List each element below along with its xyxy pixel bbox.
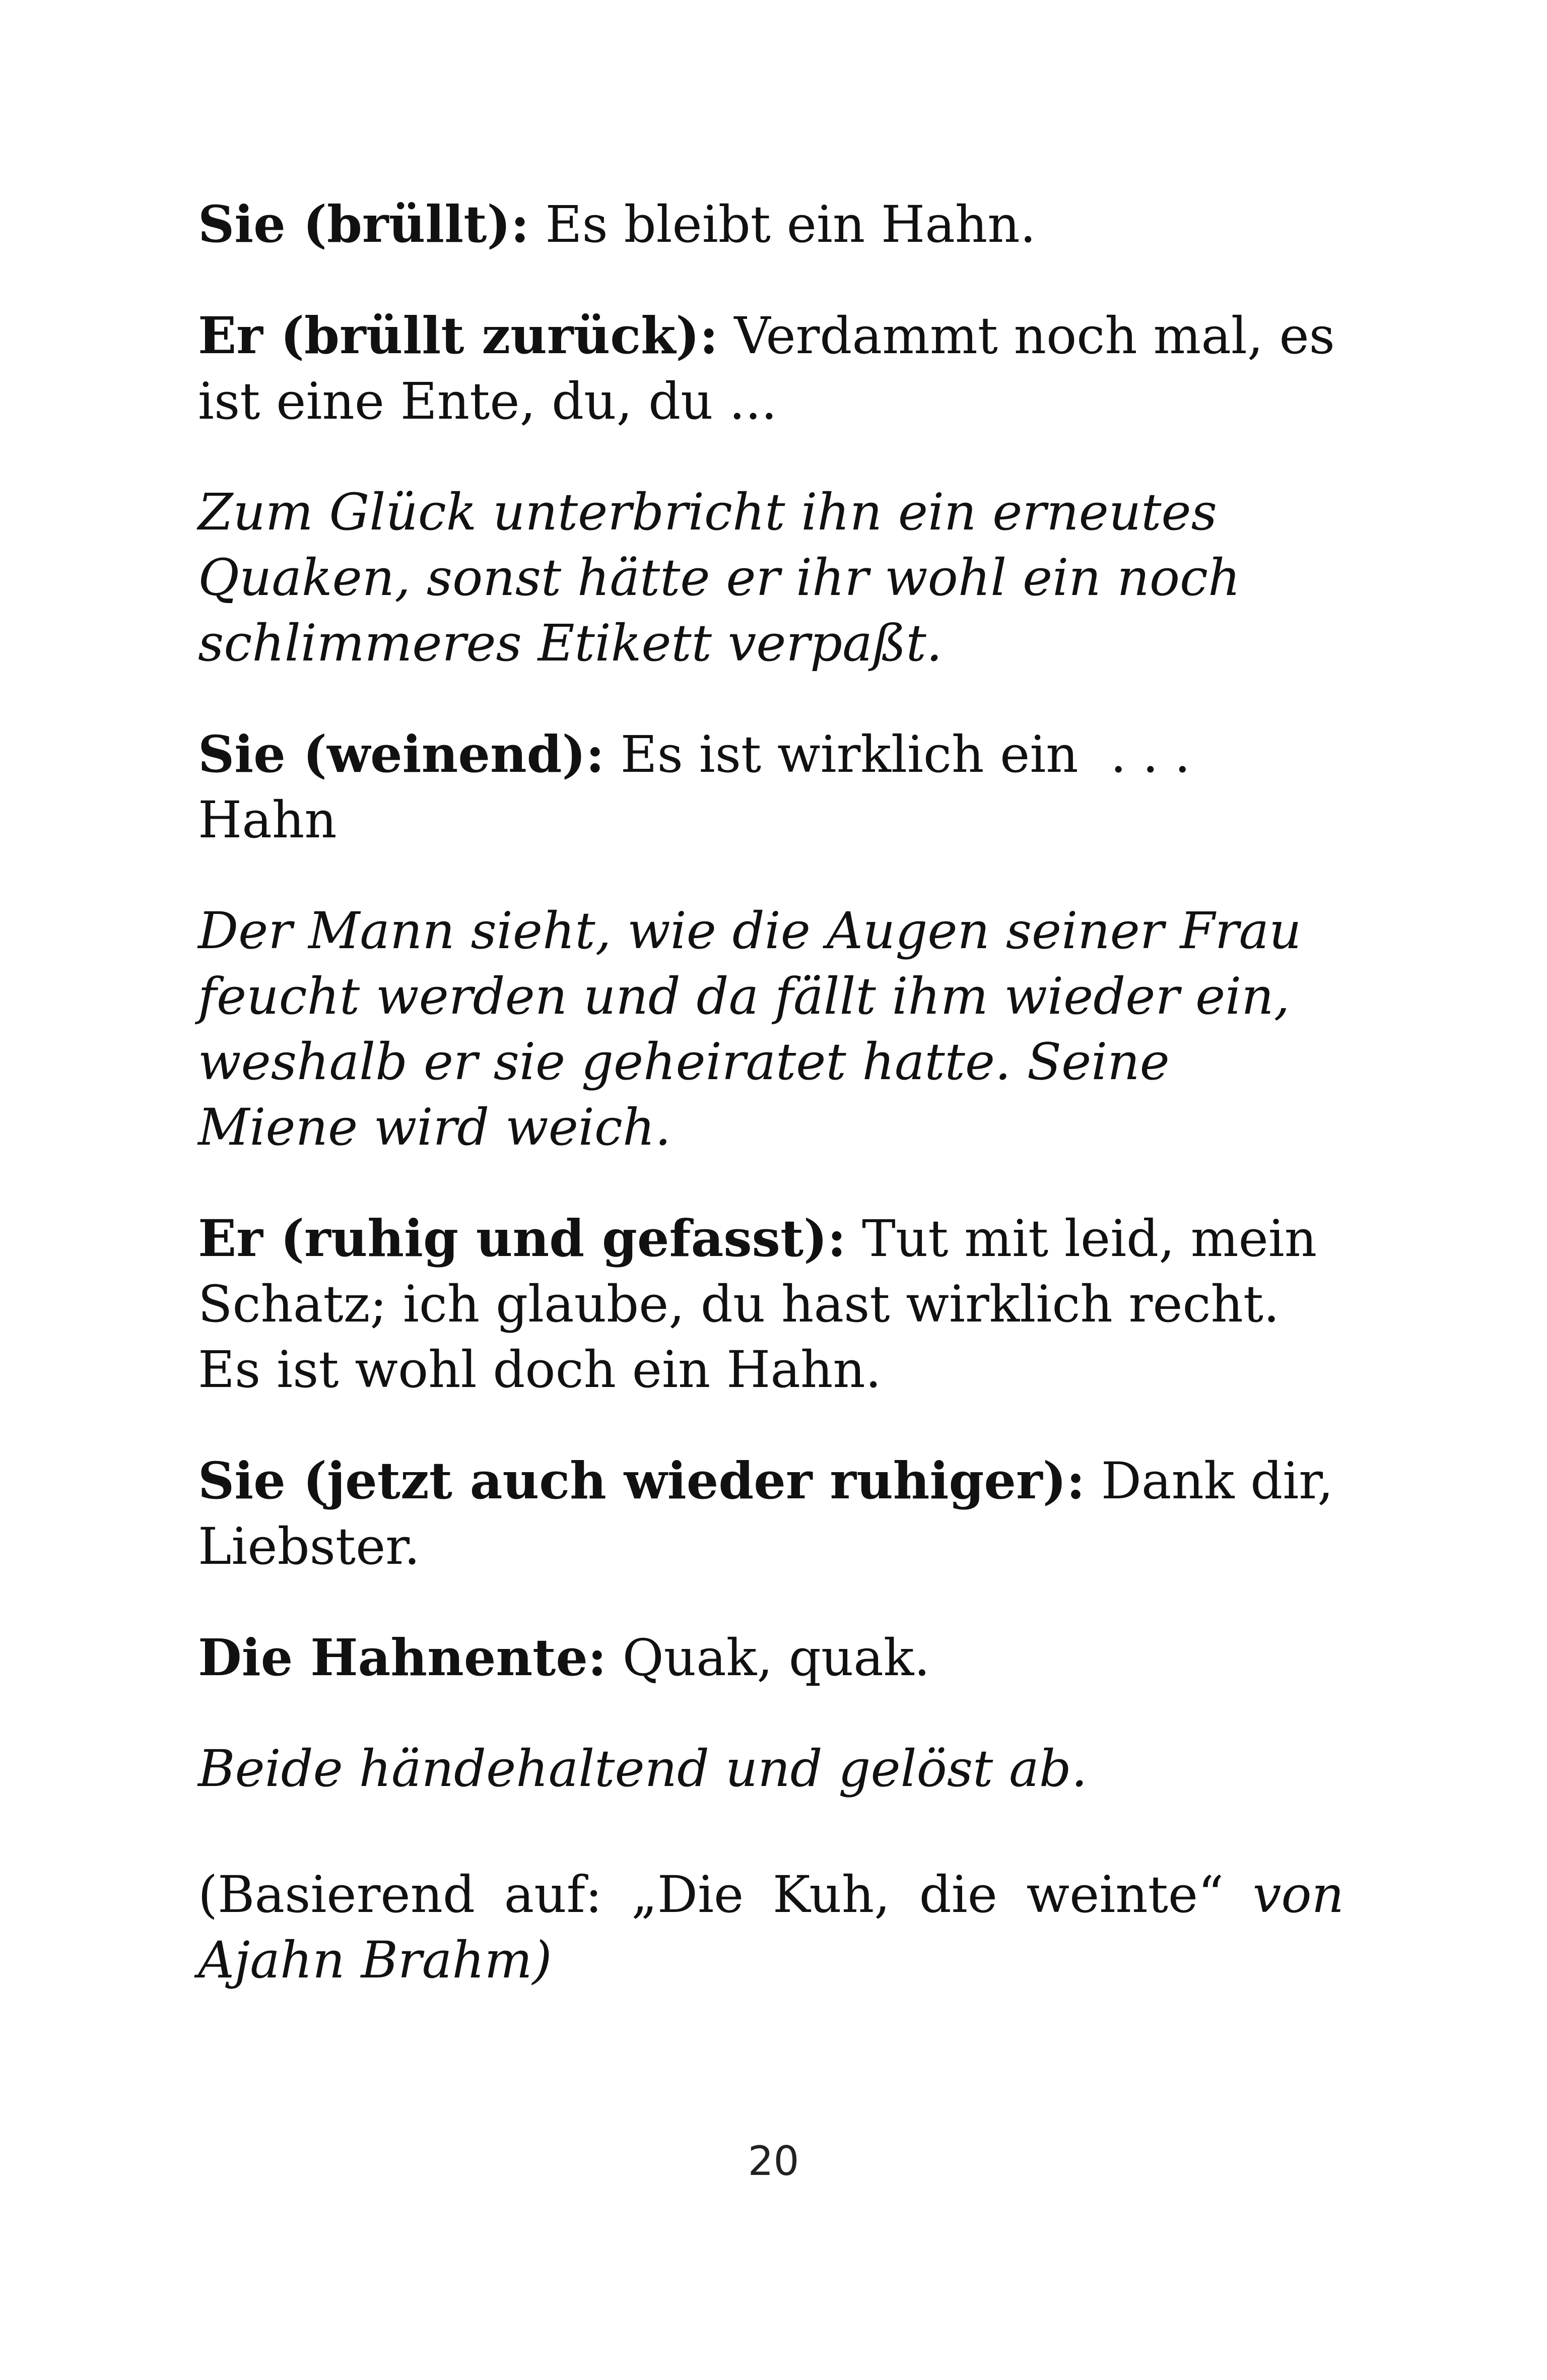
page-text-block	[198, 191, 1344, 2038]
dialogue-line	[198, 191, 1344, 257]
speaker-label: Sie (jetzt auch wieder ruhiger):	[198, 1451, 1085, 1510]
dialogue-line	[198, 721, 1344, 853]
page-number: 20	[748, 2138, 799, 2185]
dialogue-line	[198, 303, 1344, 434]
speaker-label: Sie (brüllt):	[198, 194, 529, 254]
dialogue-text: Es ist wirklich ein . . . Hahn	[198, 725, 1223, 849]
dialogue-text: Quak, quak.	[606, 1628, 930, 1687]
stage-direction: Der Mann sieht, wie die Augen seiner Frau feucht werden und da fällt ihm wieder ein, weshalb er sie geheiratet hatte. Seine Miene wird weich.	[198, 901, 1302, 1157]
dialogue-line	[198, 1625, 1344, 1691]
stage-direction: Zum Glück unterbricht ihn ein erneutes Quaken, sonst hätte er ihr wohl ein noch schlimmeres Etikett verpaßt.	[198, 483, 1241, 673]
speaker-label: Er (brüllt zurück):	[198, 306, 718, 365]
dialogue-text: Verdammt noch mal, es ist eine Ente, du, du ...	[198, 306, 1335, 431]
speaker-label: Sie (weinend):	[198, 724, 604, 784]
speaker-label: Er (ruhig und gefasst):	[198, 1209, 846, 1268]
source-prefix: (Basierend auf: „Die Kuh, die weinte“	[198, 1865, 1253, 1924]
dialogue-text: Tut mit leid, mein Schatz; ich glaube, du hast wirklich recht. Es ist wohl doch ein Hahn.	[198, 1209, 1317, 1399]
dialogue-line	[198, 1206, 1344, 1403]
dialogue-text: Es bleibt ein Hahn.	[529, 195, 1036, 254]
speaker-label: Die Hahnente:	[198, 1628, 607, 1687]
stage-direction: Beide händehaltend und gelöst ab.	[198, 1739, 1088, 1798]
dialogue-line	[198, 1448, 1344, 1579]
source-citation	[198, 1862, 1344, 1993]
dialogue-text: Dank dir, Liebster.	[198, 1451, 1333, 1576]
source-author: von Ajahn Brahm)	[198, 1865, 1344, 1990]
